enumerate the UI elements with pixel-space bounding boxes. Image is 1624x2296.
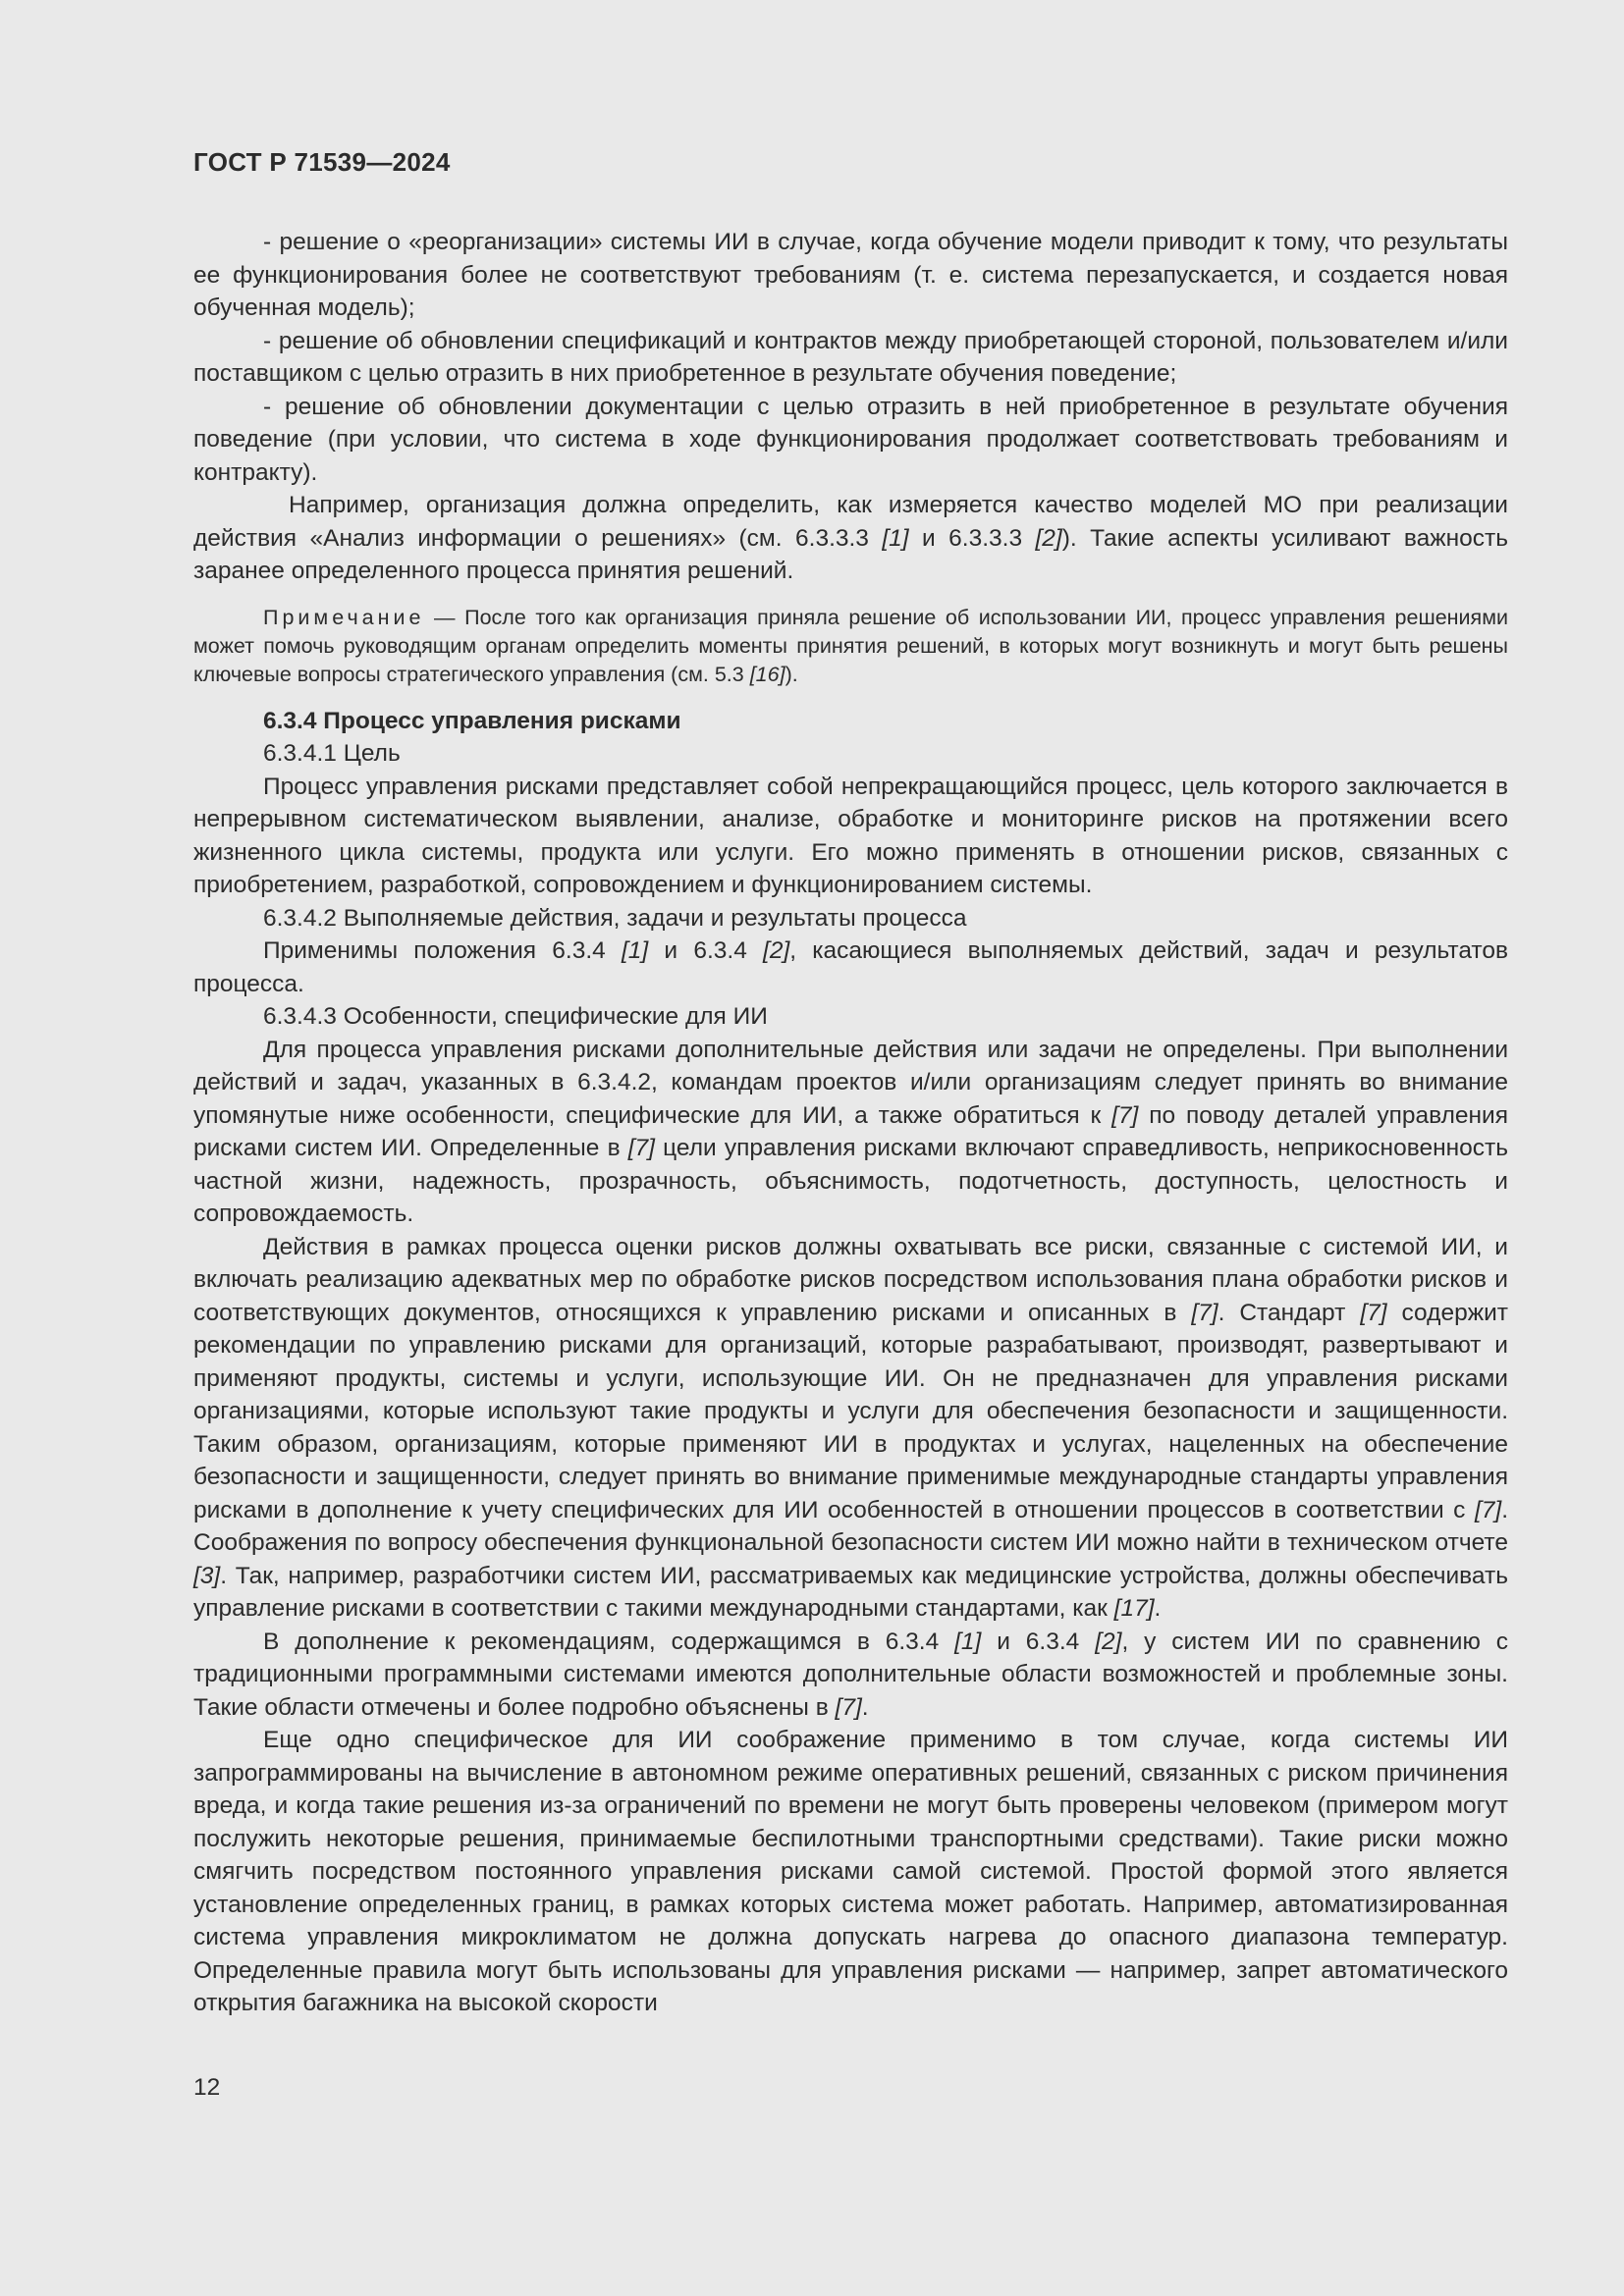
reference: [17] bbox=[1113, 1595, 1155, 1622]
section-heading: 6.3.4 Процесс управления рисками bbox=[263, 707, 681, 734]
reference: [7] bbox=[1111, 1101, 1139, 1129]
reference: [2] bbox=[1035, 524, 1062, 552]
paragraph: В дополнение к рекомендациям, содержащимся в 6.3.4 [1] и 6.3.4 [2], у систем ИИ по сравнению с традиционными программными системами имеются дополнительные области возможностей и проблемные зоны. Такие области отмечены и более подробно объяснены в [7]. bbox=[193, 1628, 1509, 1721]
subsection-heading: 6.3.4.2 Выполняемые действия, задачи и результаты процесса bbox=[263, 904, 967, 932]
reference: [16] bbox=[749, 662, 785, 686]
reference: [7] bbox=[1474, 1496, 1502, 1523]
paragraph: Применимы положения 6.3.4 [1] и 6.3.4 [2], касающиеся выполняемых действий, задач и результатов процесса. bbox=[193, 937, 1508, 997]
paragraph: Для процесса управления рисками дополнительные действия или задачи не определены. При выполнении действий и задач, указанных в 6.3.4.2, командам проектов и/или организациям следует принять во внимание упомянутые ниже особенности, специфические для ИИ, а также обратиться к [7] по поводу деталей управления рисками систем ИИ. Определенные в [7] цели управления рисками включают справедливость, неприкосновенность частной жизни, надежность, прозрачность, объяснимость, подотчетность, доступность, целостность и сопровождаемость. bbox=[193, 1036, 1508, 1227]
paragraph: Еще одно специфическое для ИИ соображение применимо в том случае, когда системы ИИ запрограммированы на вычисление в автономном режиме оперативных решений, связанных с риском причинения вреда, и когда такие решения из-за ограничений по времени не могут быть проверены человеком (примером могут послужить некоторые решения, принимаемые беспилотными транспортными средствами). Такие риски можно смягчить посредством постоянного управления рисками самой системой. Простой формой этого является установление определенных границ, в рамках которых система может работать. Например, автоматизированная система управления микроклиматом не должна допускать нагрева до опасного диапазона температур. Определенные правила могут быть использованы для управления рисками — например, запрет автоматического открытия багажника на высокой скорости bbox=[193, 1727, 1508, 2016]
list-item: - решение о «реорганизации» системы ИИ в случае, когда обучение модели приводит к тому, что результаты ее функционирования более не соответствуют требованиям (т. е. система перезапускается, и создается новая обученная модель); bbox=[193, 229, 1508, 321]
subsection-heading: 6.3.4.1 Цель bbox=[263, 740, 401, 767]
reference: [7] bbox=[835, 1693, 862, 1721]
reference: [7] bbox=[627, 1135, 655, 1161]
paragraph: Действия в рамках процесса оценки рисков должны охватывать все риски, связанные с системой ИИ, и включать реализацию адекватных мер по обработке рисков посредством использования плана обработки рисков и соответствующих документов, относящихся к управлению рисками и описанных в [7]. Стандарт [7] содержит рекомендации по управлению рисками для организаций, которые разрабатывают, производят, развертывают и применяют продукты, системы и услуги, использующие ИИ. Он не предназначен для управления рисками организациями, которые используют такие продукты и услуги для обеспечения безопасности и защищенности. Таким образом, организациям, которые применяют ИИ в продуктах и услугах, нацеленных на обеспечение безопасности и защищенности, следует принять во внимание применимые международные стандарты управления рисками в дополнение к учету специфических для ИИ особенностей в отношении процессов в соответствии с [7]. Соображения по вопросу обеспечения функциональной безопасности систем ИИ можно найти в техническом отчете [3]. Так, например, разработчики систем ИИ, рассматриваемых как медицинские устройства, должны обеспечивать управление рисками в соответствии с такими международными стандартами, как [17]. bbox=[193, 1233, 1508, 1622]
reference: [2] bbox=[763, 937, 790, 964]
list-item: - решение об обновлении спецификаций и контрактов между приобретающей стороной, пользователем и/или поставщиком с целью отразить в них приобретенное в результате обучения поведение; bbox=[193, 327, 1508, 387]
note-label: Примечание bbox=[263, 605, 425, 629]
reference: [3] bbox=[193, 1562, 221, 1589]
reference: [2] bbox=[1095, 1628, 1122, 1655]
document-header: ГОСТ Р 71539—2024 bbox=[193, 147, 451, 177]
page-body bbox=[193, 226, 1508, 2020]
paragraph: Процесс управления рисками представляет собой непрекращающийся процесс, цель которого заключается в непрерывном систематическом выявлении, анализе, обработке и мониторинге рисков на протяжении всего жизненного цикла системы, продукта или услуги. Его можно применять в отношении рисков, связанных с приобретением, разработкой, сопровождением и функционированием системы. bbox=[193, 773, 1508, 898]
reference: [7] bbox=[1191, 1299, 1218, 1326]
reference: [1] bbox=[954, 1628, 982, 1655]
page-number: 12 bbox=[193, 2074, 221, 2101]
reference: [7] bbox=[1360, 1299, 1387, 1326]
paragraph: Например, организация должна определить, как измеряется качество моделей МО при реализации действия «Анализ информации о решениях» (см. 6.3.3.3 [1] и 6.3.3.3 [2]). Такие аспекты усиливают важность заранее определенного процесса принятия решений. bbox=[193, 492, 1508, 584]
list-item: - решение об обновлении документации с целью отразить в ней приобретенное в результате обучения поведение (при условии, что система в ходе функционирования продолжает соответствовать требованиям и контракту). bbox=[193, 393, 1508, 486]
reference: [1] bbox=[621, 937, 649, 964]
note: Примечание — После того как организация приняла решение об использовании ИИ, процесс управления решениями может помочь руководящим органам определить моменты принятия решений, в которых могут возникнуть и могут быть решены ключевые вопросы стратегического управления (см. 5.3 [16]). bbox=[193, 605, 1508, 686]
subsection-heading: 6.3.4.3 Особенности, специфические для ИИ bbox=[263, 1003, 768, 1030]
reference: [1] bbox=[882, 524, 909, 552]
